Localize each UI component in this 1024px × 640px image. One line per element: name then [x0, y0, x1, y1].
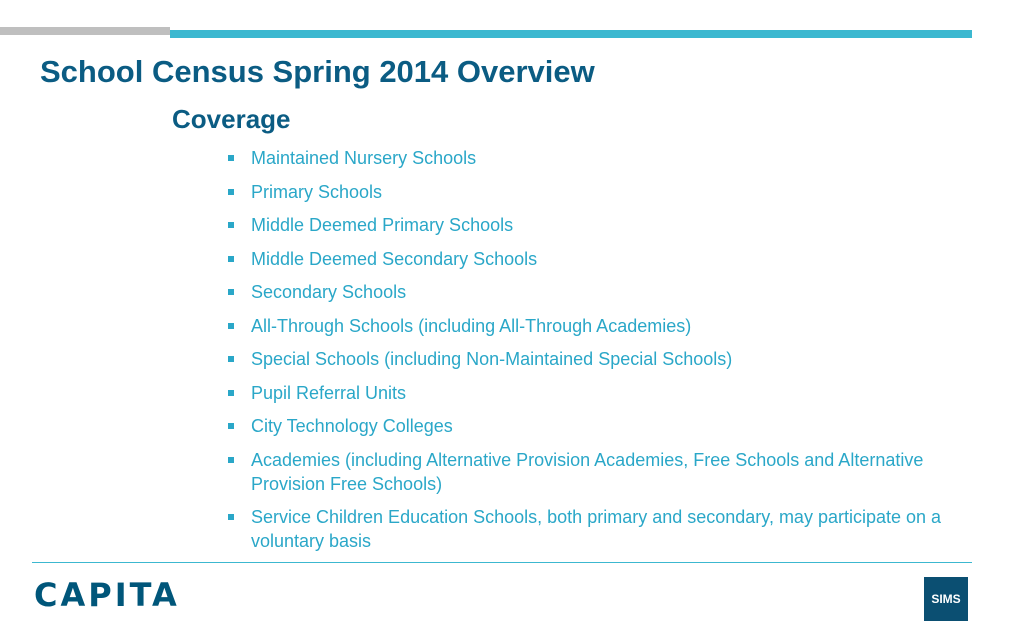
bullet-square-icon	[228, 514, 234, 520]
header-grey-bar	[0, 27, 170, 35]
slide-subtitle: Coverage	[172, 104, 291, 134]
sims-logo: SIMS	[924, 577, 968, 621]
list-item	[228, 448, 988, 496]
bullet-square-icon	[228, 356, 234, 362]
bullet-square-icon	[228, 222, 234, 228]
footer-divider	[32, 562, 972, 563]
bullet-square-icon	[228, 256, 234, 262]
list-item-text: City Technology Colleges	[251, 416, 453, 436]
bullet-square-icon	[228, 423, 234, 429]
coverage-list	[228, 146, 988, 563]
list-item	[228, 505, 988, 553]
list-item-text: Middle Deemed Secondary Schools	[251, 248, 538, 269]
list-item-text: Primary Schools	[251, 181, 383, 202]
list-item-text: Academies (including Alternative Provision Academies, Free Schools and Alternative Provision Free Schools)	[251, 449, 924, 494]
list-item	[228, 314, 988, 338]
list-item-text: Service Children Education Schools, both primary and secondary, may participate on a voluntary basis	[251, 507, 942, 551]
list-item-text: Special Schools (including Non-Maintained Special Schools)	[251, 349, 733, 369]
list-item	[228, 213, 988, 237]
header-accent-bar	[170, 30, 972, 38]
bullet-square-icon	[228, 457, 234, 463]
list-item	[228, 381, 988, 405]
bullet-square-icon	[228, 390, 234, 396]
list-item-text: Pupil Referral Units	[251, 382, 407, 403]
list-item	[228, 247, 988, 271]
list-item-text: Secondary Schools	[251, 282, 407, 302]
list-item	[228, 180, 988, 204]
bullet-square-icon	[228, 289, 234, 295]
bullet-square-icon	[228, 323, 234, 329]
slide-title: School Census Spring 2014 Overview	[40, 54, 595, 89]
bullet-square-icon	[228, 189, 234, 195]
list-item-text: Maintained Nursery Schools	[251, 148, 477, 168]
list-item	[228, 280, 988, 304]
capita-logo: CAPITA	[34, 576, 180, 614]
list-item	[228, 146, 988, 170]
bullet-square-icon	[228, 155, 234, 161]
list-item	[228, 414, 988, 438]
list-item-text: All-Through Schools (including All-Through Academies)	[251, 315, 692, 336]
list-item	[228, 347, 988, 371]
list-item-text: Middle Deemed Primary Schools	[251, 215, 514, 235]
